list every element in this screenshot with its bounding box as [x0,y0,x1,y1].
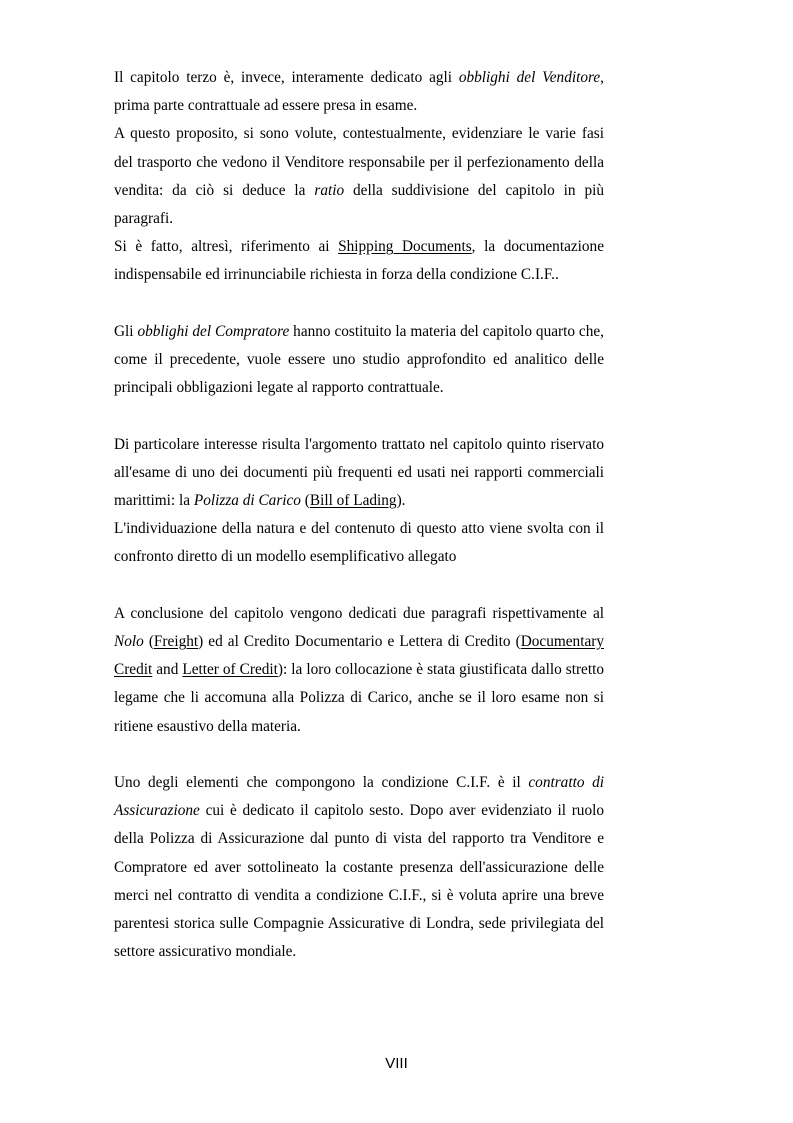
underlined-term: Letter of Credit [182,661,278,679]
paragraph [114,600,604,741]
italic-term: obblighi del Venditore [458,69,601,86]
italic-term: obblighi del Compratore [137,322,290,340]
text-run: hanno costituito la materia del capitolo quarto che, come il precedente, vuole essere uno studio approfondito ed analitico delle principali obbligazioni legate al rapporto contrattuale. [114,322,604,397]
text-run: A conclusione del capitolo vengono dedicati due paragrafi rispettivamente al [114,604,604,622]
italic-term: ratio [314,181,345,199]
text-run: ( [300,492,310,510]
text-run: Gli [114,322,138,340]
paragraph [114,515,604,571]
text-run: Uno degli elementi che compongono la condizione C.I.F. è il [114,774,529,792]
paragraph [114,233,604,289]
paragraph [114,120,604,233]
italic-term: Nolo [114,633,144,651]
underlined-term: Documentary Credit [114,633,604,679]
text-run: , la documentazione indispensabile ed irrinunciabile richiesta in forza della condizione C.I.F.. [114,238,604,284]
page-number [0,1055,793,1072]
italic-term: Polizza di Carico [193,492,301,510]
paragraph-gap [114,741,604,769]
text-run: ( [143,633,154,651]
text-run: Di particolare interesse risulta l'argomento trattato nel capitolo quinto riservato all'esame di uno dei documenti più frequenti ed usati nei rapporti commerciali marittimi: la [114,435,604,510]
paragraph [114,64,604,120]
text-run: Si è fatto, altresì, riferimento ai [114,238,339,256]
text-run: Il capitolo terzo è, invece, interamente dedicato agli [114,69,459,86]
text-run: cui è dedicato il capitolo sesto. Dopo aver evidenziato il ruolo della Polizza di Assicurazione dal punto di vista del rapporto tra Venditore e Compratore ed aver sottolineato la costante presenza dell'assicurazione delle merci nel contratto di vendita a condizione C.I.F., si è voluta aprire una breve parentesi storica sulle Compagnie Assicurative di Londra, sede privilegiata del settore assicurativo mondiale. [114,802,604,961]
text-run: , prima parte contrattuale ad essere presa in esame. [114,69,604,115]
underlined-term: Bill of Lading [309,492,397,510]
page-number-text: VIII [385,1055,408,1072]
paragraph-gap [114,402,604,430]
italic-term: contratto di Assicurazione [114,774,604,820]
text-run: ): la loro collocazione è stata giustificata dallo stretto legame che li accomuna alla Polizza di Carico, anche se il loro esame non si ritiene esaustivo della materia. [114,661,604,735]
paragraph [114,431,604,516]
text-run: ). [396,492,406,510]
underlined-term: Shipping Documents [338,238,472,256]
paragraph-gap [114,290,604,318]
paragraph [114,769,604,966]
document-body [114,64,604,966]
text-run: and [152,661,183,679]
paragraph [114,318,604,403]
text-run: A questo proposito, si sono volute, contestualmente, evidenziare le varie fasi del trasporto che vedono il Venditore responsabile per il perfezionamento della vendita: da ciò si deduce la [114,125,604,199]
paragraph-gap [114,572,604,600]
text-run: ) ed al Credito Documentario e Lettera di Credito ( [198,633,521,651]
underlined-term: Freight [153,633,199,651]
text-run: della suddivisione del capitolo in più paragrafi. [114,181,605,228]
text-run: L'individuazione della natura e del contenuto di questo atto viene svolta con il confronto diretto di un modello esemplificativo allegato [114,520,604,566]
